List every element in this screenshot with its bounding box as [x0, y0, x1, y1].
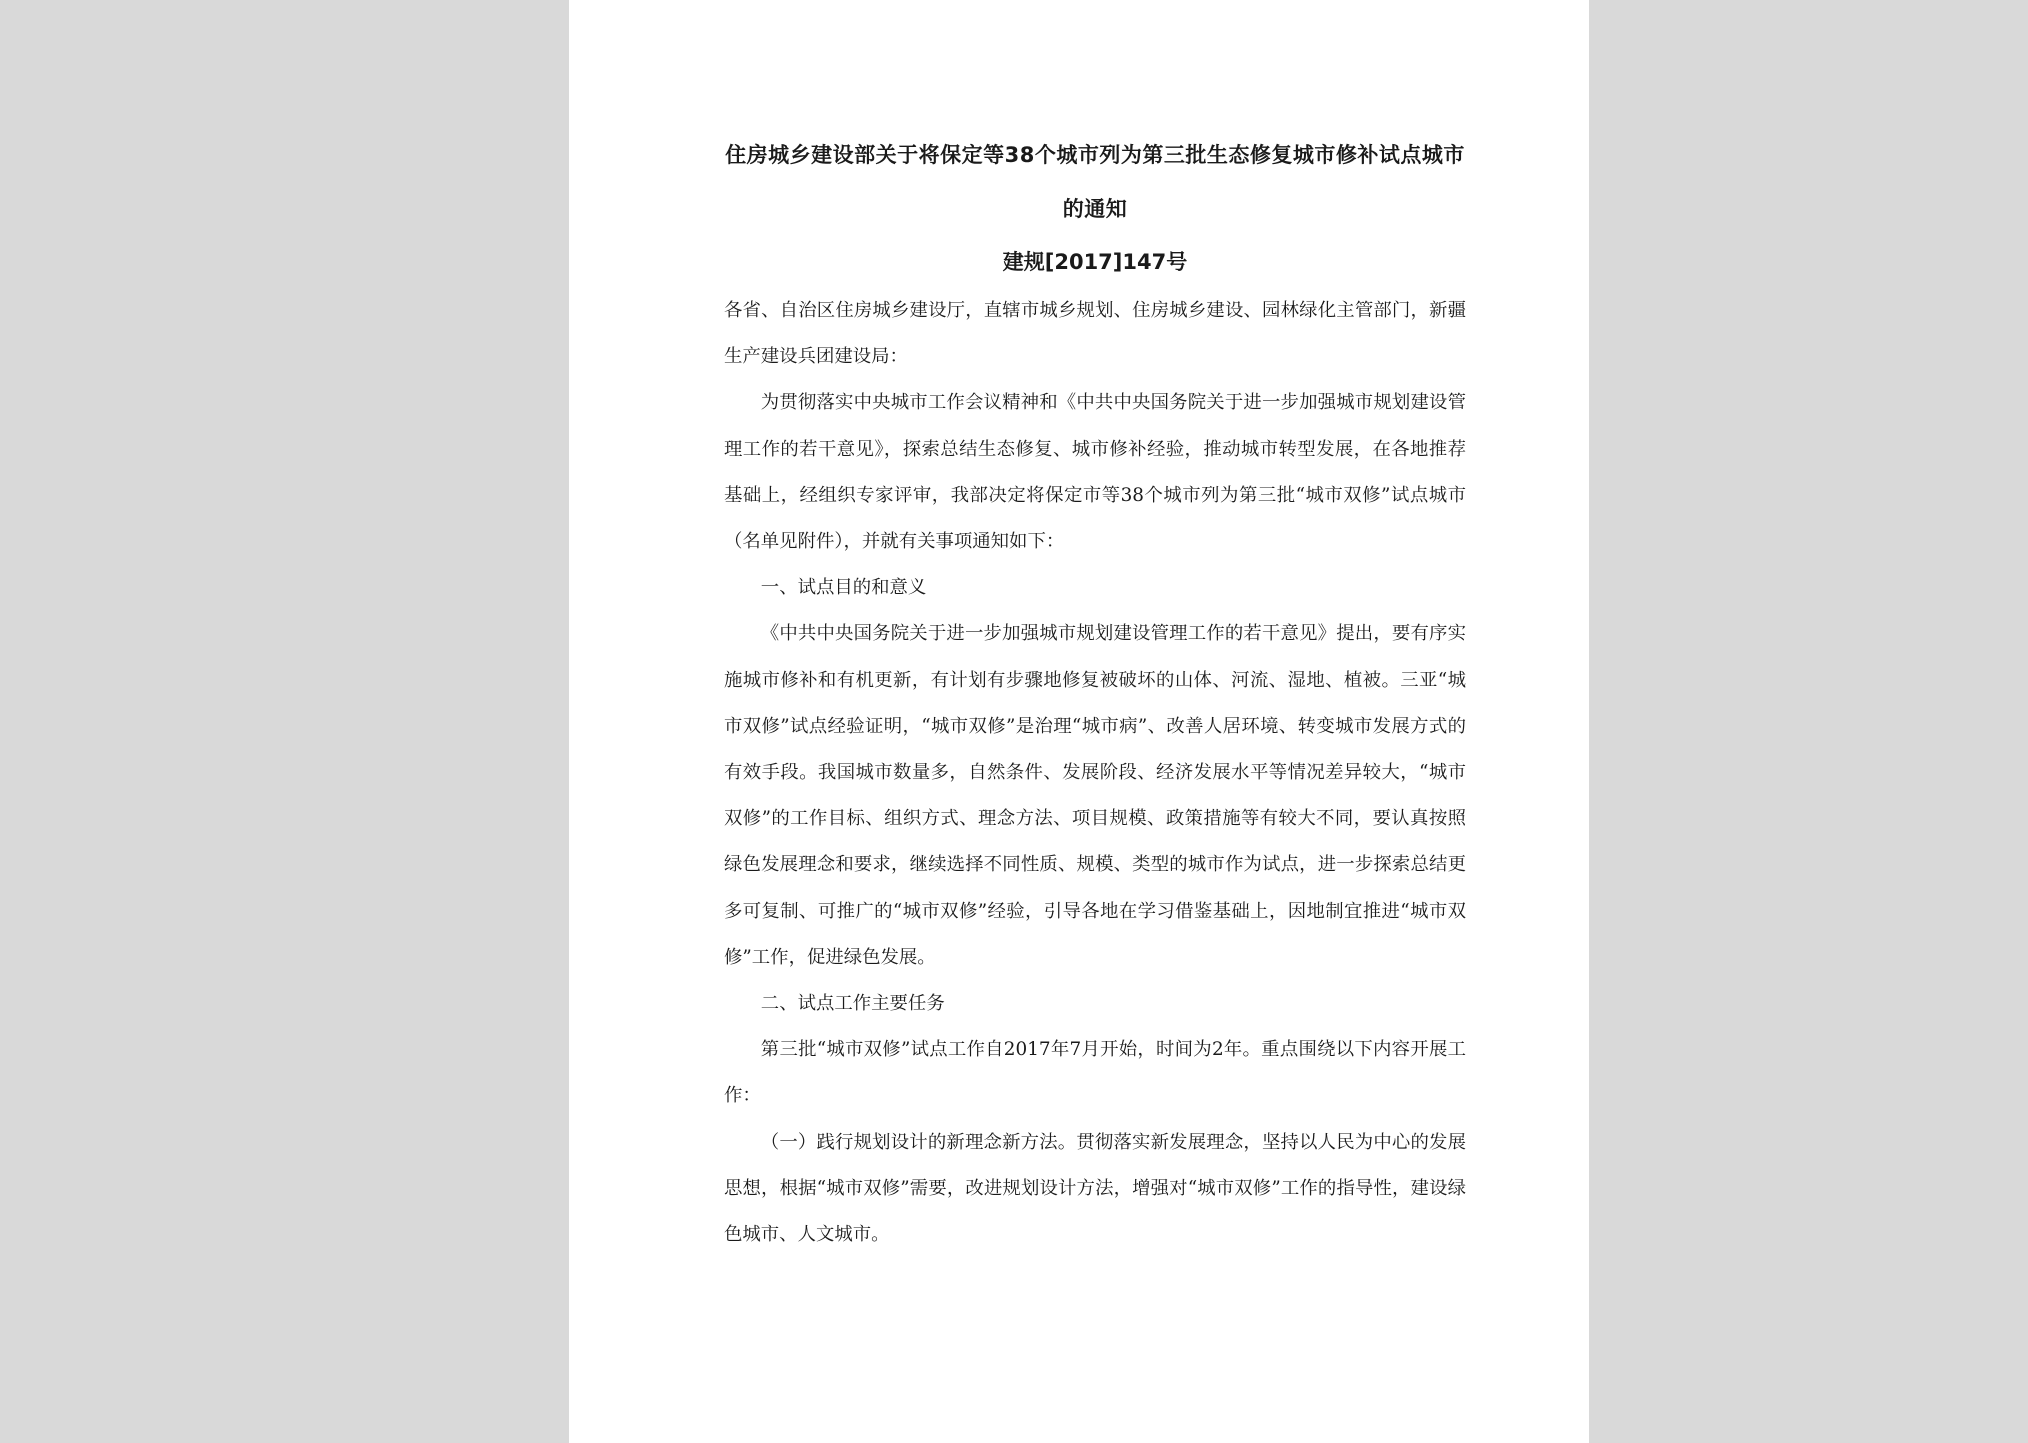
section-1-heading: 一、试点目的和意义 — [760, 577, 927, 599]
section-2-paragraph: 第三批“城市双修”试点工作自2017年7月开始，时间为2年。重点围绕以下内容开展工作： — [724, 1039, 1466, 1107]
intro-paragraph: 为贯彻落实中央城市工作会议精神和《中共中央国务院关于进一步加强城市规划建设管理工作的若干意见》，探索总结生态修复、城市修补经验，推动城市转型发展，在各地推荐基础上，经组织专家评审，我部决定将保定市等38个城市列为第三批“城市双修”试点城市（名单见附件），并就有关事项通知如下： — [724, 392, 1466, 553]
salutation: 各省、自治区住房城乡建设厅，直辖市城乡规划、住房城乡建设、园林绿化主管部门，新疆生产建设兵团建设局： — [724, 300, 1466, 368]
section-2-heading: 二、试点工作主要任务 — [760, 993, 945, 1015]
section-2-item-1: （一）践行规划设计的新理念新方法。贯彻落实新发展理念，坚持以人民为中心的发展思想，根据“城市双修”需要，改进规划设计方法，增强对“城市双修”工作的指导性，建设绿色城市、人文城市。 — [724, 1131, 1466, 1246]
document-body — [724, 128, 1466, 1258]
section-1-paragraph: 《中共中央国务院关于进一步加强城市规划建设管理工作的若干意见》提出，要有序实施城市修补和有机更新，有计划有步骤地修复被破坏的山体、河流、湿地、植被。三亚“城市双修”试点经验证明，“城市双修”是治理“城市病”、改善人居环境、转变城市发展方式的有效手段。我国城市数量多，自然条件、发展阶段、经济发展水平等情况差异较大，“城市双修”的工作目标、组织方式、理念方法、项目规模、政策措施等有较大不同，要认真按照绿色发展理念和要求，继续选择不同性质、规模、类型的城市作为试点，进一步探索总结更多可复制、可推广的“城市双修”经验，引导各地在学习借鉴基础上，因地制宜推进“城市双修”工作，促进绿色发展。 — [724, 623, 1466, 968]
document-title: 住房城乡建设部关于将保定等38个城市列为第三批生态修复城市修补试点城市的通知 — [725, 143, 1465, 221]
document-page — [569, 0, 1589, 1443]
document-number: 建规[2017]147号 — [1002, 250, 1188, 274]
